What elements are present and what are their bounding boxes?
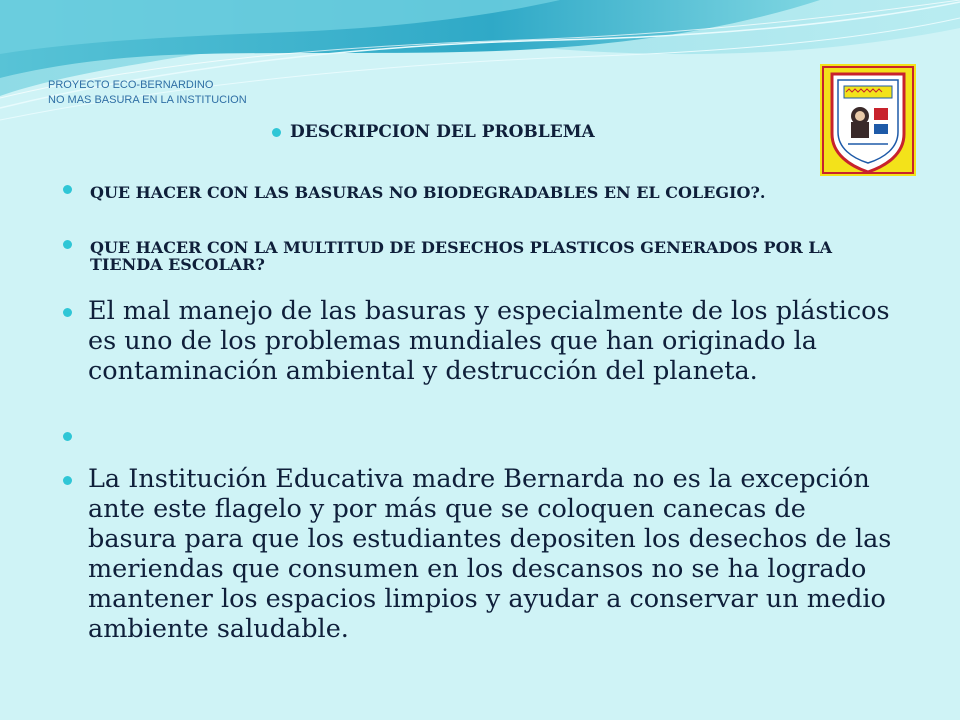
- paragraph-1: El mal manejo de las basuras y especialmente de los plásticos es uno de los problemas mundiales que han originado la contaminación ambiental y destrucción del planeta.: [88, 296, 890, 386]
- question-2: QUE HACER CON LA MULTITUD DE DESECHOS PLASTICOS GENERADOS POR LA TIENDA ESCOLAR?: [90, 238, 833, 274]
- paragraph-2: La Institución Educativa madre Bernarda no es la excepción ante este flagelo y por más que se coloquen canecas de basura para que los estudiantes depositen los desechos de las meriendas que consumen en los descansos no se ha logrado mantener los espacios limpios y ayudar a conservar un medio ambiente saludable.: [88, 464, 892, 644]
- header-line-2: NO MAS BASURA EN LA INSTITUCION: [48, 94, 247, 106]
- bullet-marker: [63, 308, 72, 317]
- bullet-marker: [63, 476, 72, 485]
- slide-header: [48, 78, 247, 108]
- question-1: QUE HACER CON LAS BASURAS NO BIODEGRADABLES EN EL COLEGIO?.: [90, 183, 766, 202]
- header-line-1: PROYECTO ECO-BERNARDINO: [48, 79, 214, 91]
- bullet-marker: [63, 185, 72, 194]
- slide-title: DESCRIPCION DEL PROBLEMA: [290, 122, 595, 142]
- title-bullet: [272, 128, 281, 137]
- bullet-marker: [63, 432, 72, 441]
- bullet-marker: [63, 240, 72, 249]
- school-crest-logo: [820, 64, 916, 176]
